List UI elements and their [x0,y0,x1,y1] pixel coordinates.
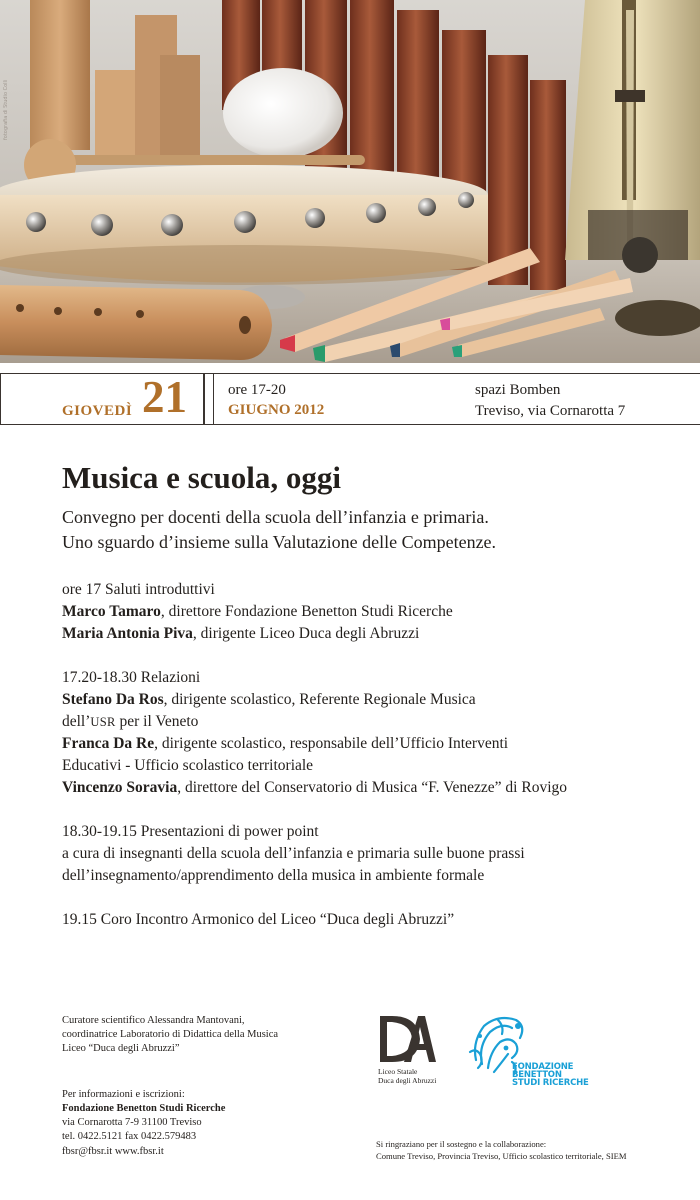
speaker-row [62,690,476,710]
event-venue: spazi Bomben [475,382,561,398]
photo-credit: fotografia di Studio Colli [3,79,9,140]
thanks-line-1: Si ringraziano per il sostegno e la collaborazione: [376,1139,547,1149]
speaker-role-continued: Educativi - Ufficio scolastico territoriale [62,757,314,774]
session-choir: 19.15 Coro Incontro Armonico del Liceo “Duca degli Abruzzi” [62,911,455,928]
speaker-role: , dirigente scolastico, responsabile dell’Ufficio Interventi [154,735,509,752]
fbsr-logo-line-2: BENETTON [512,1070,562,1080]
page-title: Musica e scuola, oggi [62,460,341,495]
session-presentations-time: 18.30-19.15 Presentazioni di power point [62,823,319,840]
band-top-rule [0,373,700,374]
instruments-illustration [0,0,700,363]
speaker-row [62,778,567,798]
info-organization [62,1102,225,1116]
presentations-description-2: dell’insegnamento/apprendimento della musica in ambiente formale [62,867,485,884]
info-address: via Cornarotta 7-9 31100 Treviso [62,1117,202,1128]
session-opening-time: ore 17 Saluti introduttivi [62,581,215,598]
band-divider-2 [213,373,214,425]
info-phone: tel. 0422.5121 fax 0422.579483 [62,1131,197,1142]
header-photo [0,0,700,363]
event-hours: ore 17-20 [228,382,286,398]
speaker-row [62,734,508,754]
usr-acronym: USR [90,715,116,729]
info-org-name: Fondazione Benetton Studi Ricerche [62,1103,226,1114]
band-divider-1 [203,373,205,425]
speaker-role: , direttore del Conservatorio di Musica “F. Venezze” di Rovigo [177,779,567,796]
subtitle-line-1: Convegno per docenti della scuola dell’infanzia e primaria. [62,507,489,527]
curator-line-1: Curatore scientifico Alessandra Mantovani, [62,1015,245,1026]
role-text: per il Veneto [115,713,199,730]
event-weekday: GIOVEDÌ [62,403,133,419]
info-heading: Per informazioni e iscrizioni: [62,1089,185,1100]
speaker-name: Maria Antonia Piva [62,625,193,642]
speaker-name: Franca Da Re [62,735,155,752]
speaker-role: , dirigente Liceo Duca degli Abruzzi [192,625,420,642]
speaker-row [62,602,453,622]
info-email-web: fbsr@fbsr.it www.fbsr.it [62,1146,164,1157]
event-month-year: GIUGNO 2012 [228,402,325,418]
liceo-logo-line-2: Duca degli Abruzzi [378,1076,437,1085]
curator-line-3: Liceo “Duca degli Abruzzi” [62,1043,180,1054]
speaker-row [62,624,419,644]
event-address: Treviso, via Cornarotta 7 [475,403,626,419]
speaker-role: , direttore Fondazione Benetton Studi Ricerche [160,603,453,620]
presentations-description-1: a cura di insegnanti della scuola dell’infanzia e primaria sulle buone prassi [62,845,525,862]
fbsr-logo-line-1: FONDAZIONE [512,1062,574,1072]
speaker-name: Vincenzo Soravia [62,779,178,796]
role-text: dell’ [62,713,91,730]
speaker-role: , dirigente scolastico, Referente Regionale Musica [163,691,476,708]
thanks-line-2: Comune Treviso, Provincia Treviso, Ufficio scolastico territoriale, SIEM [376,1151,627,1161]
liceo-logo-line-1: Liceo Statale [378,1067,418,1076]
speaker-name: Stefano Da Ros [62,691,164,708]
band-left-border [0,373,1,425]
fbsr-logo-line-3: STUDI RICERCHE [512,1078,589,1088]
speaker-role-continued [62,712,198,732]
band-bottom-rule [0,424,700,425]
speaker-name: Marco Tamaro [62,603,161,620]
subtitle-line-2: Uno sguardo d’insieme sulla Valutazione delle Competenze. [62,532,497,552]
curator-line-2: coordinatrice Laboratorio di Didattica della Musica [62,1029,279,1040]
session-talks-time: 17.20-18.30 Relazioni [62,669,201,686]
event-day: 21 [142,372,187,422]
